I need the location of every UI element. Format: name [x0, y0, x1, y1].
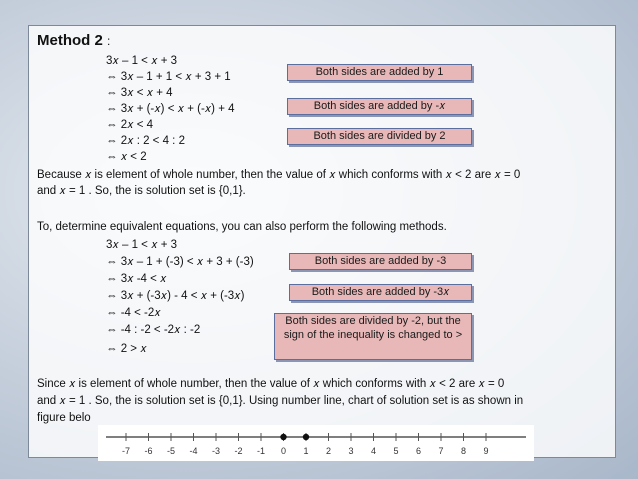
paragraph-3-line-1: Since 𝑥 is element of whole number, then the value of 𝑥 which conforms with 𝑥 < 2 are 𝑥 = 0: [37, 378, 505, 390]
paragraph-2: To, determine equivalent equations, you can also perform the following methods.: [37, 221, 447, 233]
tick-label: -5: [166, 446, 176, 456]
alt-step-6: ⇔ -4 : -2 < -2𝑥 : -2: [106, 324, 201, 336]
paragraph-1-line-1: Because 𝑥 is element of whole number, then the value of 𝑥 which conforms with 𝑥 < 2 are 𝑥 = 0: [37, 169, 521, 181]
tick-label: 7: [438, 446, 444, 456]
note-added-by-neg-3: Both sides are added by -3: [289, 253, 472, 270]
note-added-by-neg-x: Both sides are added by -𝑥: [287, 98, 472, 115]
tick-label: 1: [303, 446, 309, 456]
number-line: [98, 425, 534, 461]
tick-label: -4: [189, 446, 198, 456]
alt-step-4: ⇔ 3𝑥 + (-3𝑥) - 4 < 𝑥 + (-3𝑥): [106, 290, 245, 302]
tick-label: 3: [348, 446, 354, 456]
paragraph-1-line-2: and 𝑥 = 1 . So, the is solution set is {0,1}.: [37, 185, 246, 197]
tick-label: 4: [370, 446, 377, 456]
alt-step-1: 3𝑥 – 1 < 𝑥 + 3: [106, 239, 177, 251]
tick-label: 8: [460, 446, 467, 456]
tick-label: 0: [280, 446, 287, 456]
step-1: 3𝑥 – 1 < 𝑥 + 3: [106, 55, 177, 67]
step-3: ⇔ 3𝑥 < 𝑥 + 4: [106, 87, 173, 99]
tick-label: 9: [483, 446, 489, 456]
solution-point: [280, 434, 286, 440]
note-divided-by-2: Both sides are divided by 2: [287, 128, 472, 145]
number-line-svg: [98, 425, 534, 461]
note-added-by-1: Both sides are added by 1: [287, 64, 472, 81]
alt-step-5: ⇔ -4 < -2𝑥: [106, 307, 161, 319]
step-4: ⇔ 3𝑥 + (-𝑥) < 𝑥 + (-𝑥) + 4: [106, 103, 235, 115]
note-divided-by-neg-2: Both sides are divided by -2, but the sign of the inequality is changed to >: [274, 313, 472, 360]
tick-label: 2: [325, 446, 332, 456]
tick-label: -6: [144, 446, 153, 456]
step-5: ⇔ 2𝑥 < 4: [106, 119, 153, 131]
paragraph-3-line-2: and 𝑥 = 1 . So, the is solution set is {0,1}. Using number line, chart of solution set is as shown in: [37, 395, 524, 407]
tick-label: -1: [256, 446, 266, 456]
note-added-by-neg-3x: Both sides are added by -3𝑥: [289, 284, 472, 301]
alt-step-2: ⇔ 3𝑥 – 1 + (-3) < 𝑥 + 3 + (-3): [106, 256, 254, 268]
step-6: ⇔ 2𝑥 : 2 < 4 : 2: [106, 135, 185, 147]
alt-step-3: ⇔ 3𝑥 -4 < 𝑥: [106, 273, 167, 285]
paragraph-3-line-3: figure belo: [37, 412, 91, 424]
step-7: ⇔ 𝑥 < 2: [106, 151, 147, 163]
solution-point: [303, 434, 309, 440]
tick-label: 6: [415, 446, 422, 456]
tick-label: -3: [211, 446, 221, 456]
tick-label: 5: [393, 446, 399, 456]
tick-label: -7: [121, 446, 131, 456]
method-title: Method 2 :: [37, 32, 111, 49]
tick-label: -2: [234, 446, 243, 456]
alt-step-7: ⇔ 2 > 𝑥: [106, 343, 147, 355]
step-2: ⇔ 3𝑥 – 1 + 1 < 𝑥 + 3 + 1: [106, 71, 231, 83]
